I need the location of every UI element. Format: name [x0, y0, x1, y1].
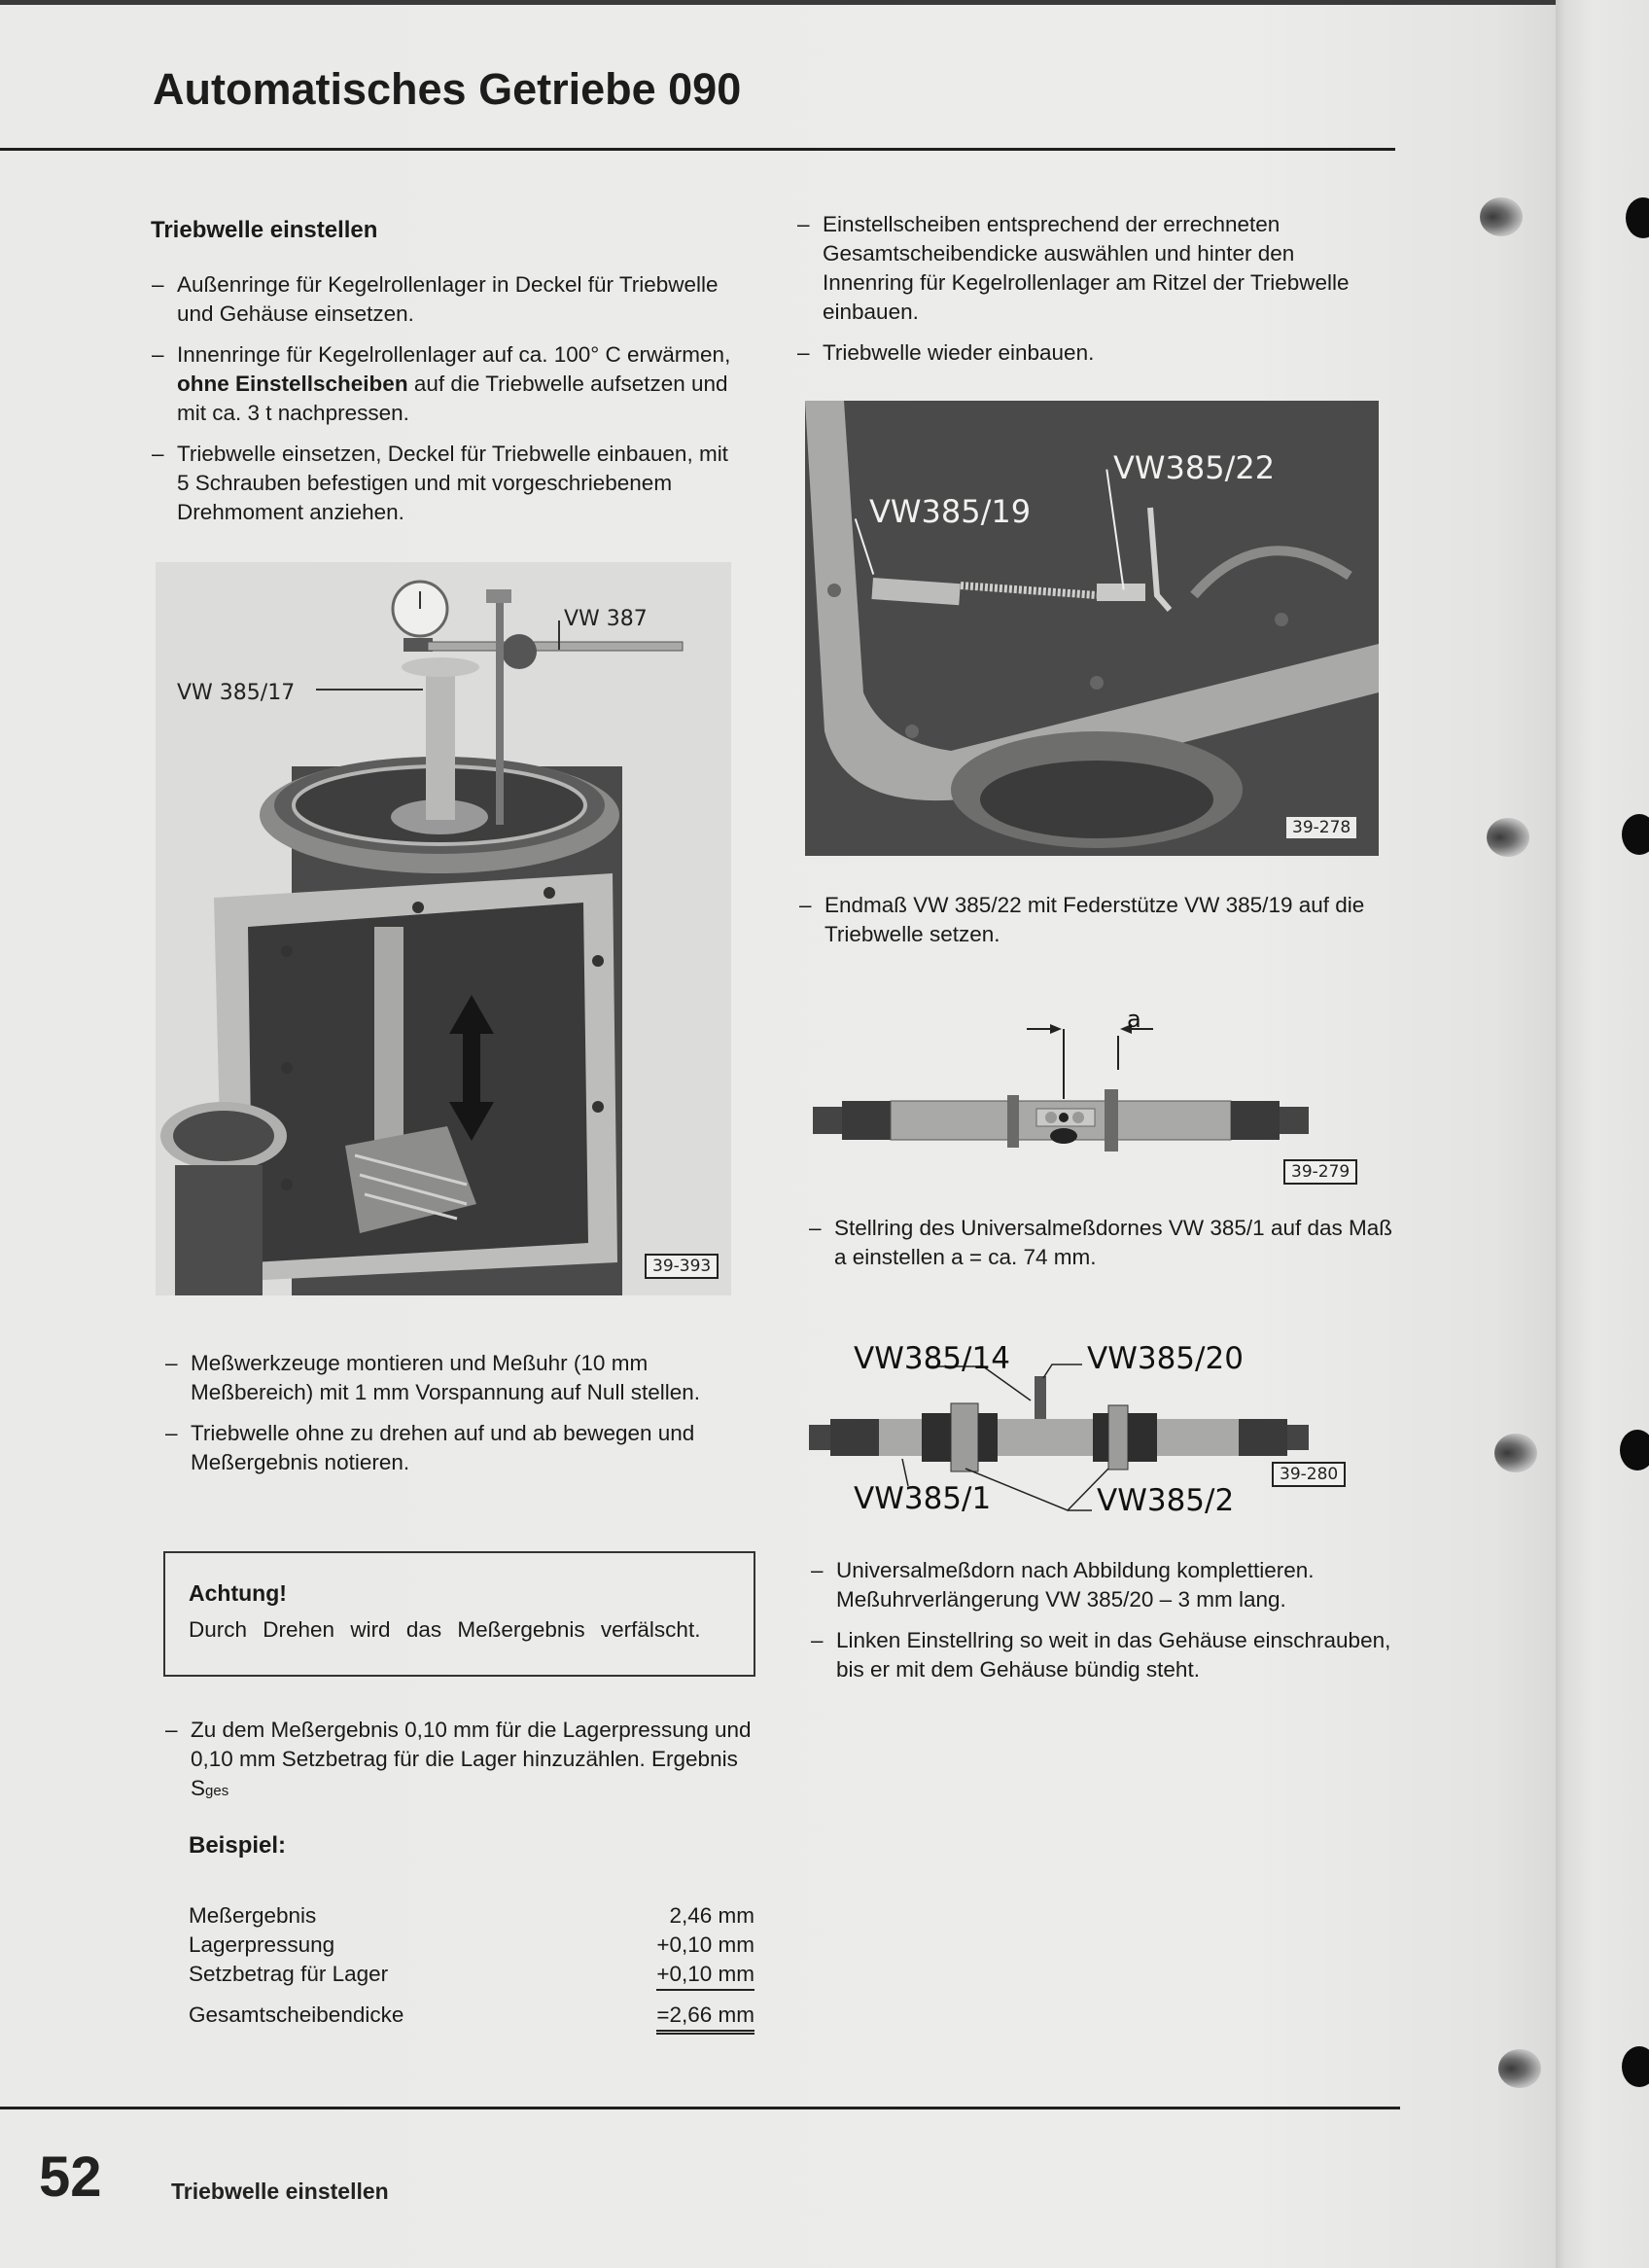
bullet-dash: – — [165, 1351, 178, 1375]
callout-vw-385-2: VW385/2 — [1097, 1483, 1235, 1518]
bullet-dash: – — [797, 212, 810, 236]
header-divider — [0, 148, 1395, 151]
page-top-edge — [0, 0, 1556, 5]
callout-vw-385-20: VW385/20 — [1087, 1341, 1244, 1376]
list-item-text: Einstellscheiben entsprechend der errechneten Gesamtscheibendicke auswählen und hinter den Innenring für Kegelrollenlager am Ritzel der Triebwelle einbauen. — [823, 212, 1350, 324]
footer-divider — [0, 2107, 1400, 2109]
callout-vw-385-19: VW385/19 — [869, 493, 1032, 530]
calc-label: Meßergebnis — [189, 1903, 317, 1928]
punch-hole — [1620, 1430, 1649, 1471]
list-item-text: Endmaß VW 385/22 mit Federstütze VW 385/19 auf die Triebwelle setzen. — [824, 893, 1365, 946]
instruction-list-top-left — [152, 270, 745, 539]
figure-number: 39-279 — [1283, 1159, 1357, 1185]
list-item-text: Triebwelle einsetzen, Deckel für Triebwelle einbauen, mit 5 Schrauben befestigen und mit vorgeschriebenem Drehmoment anziehen. — [177, 442, 728, 524]
list-item — [152, 270, 745, 329]
figure-39-279-illustration — [803, 1011, 1386, 1187]
example-calculation-table — [189, 1901, 754, 2035]
page-number: 52 — [39, 2145, 102, 2209]
list-item-text: Stellring des Universalmeßdornes VW 385/1 auf das Maß a einstellen a = ca. 74 mm. — [834, 1216, 1393, 1269]
punch-hole — [1622, 2046, 1649, 2087]
bullet-dash: – — [797, 340, 810, 365]
calc-symbol-subscript: ges — [205, 1783, 229, 1799]
list-item — [152, 340, 745, 428]
instruction-fig2 — [799, 891, 1383, 961]
calc-total-row — [189, 2001, 754, 2035]
instruction-list-middle-left — [165, 1349, 758, 1489]
calc-row — [189, 1931, 754, 1960]
housing-interior-illustration — [805, 401, 1379, 856]
example-heading: Beispiel: — [189, 1832, 287, 1859]
calc-total-label: Gesamtscheibendicke — [189, 2002, 404, 2027]
callout-vw-385-17: VW 385/17 — [177, 681, 296, 705]
figure-number: 39-278 — [1286, 817, 1356, 838]
list-item-text: Triebwelle wieder einbauen. — [823, 340, 1095, 365]
figure-number: 39-280 — [1272, 1462, 1346, 1487]
bullet-dash: – — [165, 1421, 178, 1445]
list-item — [799, 891, 1383, 949]
list-item — [797, 338, 1381, 368]
punch-hole — [1487, 818, 1529, 857]
callout-vw-385-1: VW385/1 — [854, 1481, 992, 1516]
list-item-text: Meßwerkzeuge montieren und Meßuhr (10 mm Meßbereich) mit 1 mm Vorspannung auf Null stellen. — [191, 1351, 700, 1404]
calc-value: +0,10 mm — [656, 1932, 754, 1957]
callout-leader-line — [316, 689, 423, 691]
gearbox-photo-illustration — [156, 562, 731, 1295]
punch-hole — [1480, 197, 1523, 236]
calc-symbol: S — [191, 1776, 206, 1800]
calc-label: Lagerpressung — [189, 1932, 335, 1957]
instruction-list-bottom-right — [811, 1556, 1394, 1696]
list-item-text: auf die Triebwelle aufsetzen und mit ca. 3 t nachpressen. — [177, 372, 728, 425]
list-item-text: Innenringe für Kegelrollenlager auf ca. 100° C erwärmen, — [177, 342, 731, 367]
bullet-dash: – — [165, 1718, 178, 1742]
list-item — [811, 1626, 1394, 1684]
instruction-calc-step — [165, 1716, 758, 1818]
page-title: Automatisches Getriebe 090 — [153, 64, 742, 114]
bullet-dash: – — [811, 1558, 824, 1582]
warning-text: Durch Drehen wird das Meßergebnis verfälscht. — [189, 1617, 701, 1642]
list-item-text: Linken Einstellring so weit in das Gehäuse einschrauben, bis er mit dem Gehäuse bündig steht. — [836, 1628, 1391, 1682]
bullet-dash: – — [799, 893, 812, 917]
list-item — [811, 1556, 1394, 1614]
list-item-text: Außenringe für Kegelrollenlager in Deckel für Triebwelle und Gehäuse einsetzen. — [177, 272, 719, 326]
dimension-label-a: a — [1127, 1011, 1141, 1033]
instruction-fig3 — [809, 1214, 1392, 1284]
calc-label: Setzbetrag für Lager — [189, 1962, 389, 1986]
calc-total-value: =2,66 mm — [656, 2001, 754, 2035]
bullet-dash: – — [811, 1628, 824, 1652]
calc-row — [189, 1901, 754, 1931]
figure-39-280-illustration — [805, 1337, 1388, 1532]
section-heading: Triebwelle einstellen — [151, 217, 378, 243]
callout-vw-385-14: VW385/14 — [854, 1341, 1010, 1376]
list-item — [809, 1214, 1392, 1272]
figure-39-393-photo — [156, 562, 731, 1295]
figure-39-278-photo — [805, 401, 1379, 856]
punch-hole — [1498, 2049, 1541, 2088]
list-item — [152, 440, 745, 527]
instruction-list-top-right — [797, 210, 1381, 379]
calc-row — [189, 1960, 754, 1991]
footer-section-title: Triebwelle einstellen — [171, 2179, 389, 2204]
list-item — [797, 210, 1381, 327]
punch-hole — [1494, 1434, 1537, 1472]
callout-leader-line — [558, 620, 560, 650]
bullet-dash: – — [152, 442, 164, 466]
list-item — [165, 1419, 758, 1477]
calc-value: +0,10 mm — [656, 1960, 754, 1991]
bullet-dash: – — [152, 272, 164, 297]
list-item-text: Universalmeßdorn nach Abbildung komplettieren. Meßuhrverlängerung VW 385/20 – 3 mm lang. — [836, 1558, 1315, 1612]
binder-sheet-edge — [1556, 0, 1649, 2268]
warning-box — [163, 1551, 755, 1677]
list-item — [165, 1349, 758, 1407]
callout-vw-387: VW 387 — [564, 607, 648, 631]
bullet-dash: – — [809, 1216, 822, 1240]
list-item-text: Triebwelle ohne zu drehen auf und ab bewegen und Meßergebnis notieren. — [191, 1421, 695, 1474]
calc-step-text: Zu dem Meßergebnis 0,10 mm für die Lagerpressung und 0,10 mm Setzbetrag für die Lager hinzuzählen. Ergebnis — [191, 1718, 752, 1771]
list-item — [165, 1716, 758, 1806]
up-down-arrow-icon — [447, 995, 496, 1141]
calc-value: 2,46 mm — [669, 1903, 754, 1928]
callout-vw-385-22: VW385/22 — [1113, 449, 1276, 486]
figure-number: 39-393 — [645, 1254, 719, 1279]
warning-title: Achtung! — [189, 1580, 287, 1606]
emphasis-text: ohne Einstellscheiben — [177, 372, 408, 396]
punch-hole — [1622, 814, 1649, 855]
bullet-dash: – — [152, 342, 164, 367]
